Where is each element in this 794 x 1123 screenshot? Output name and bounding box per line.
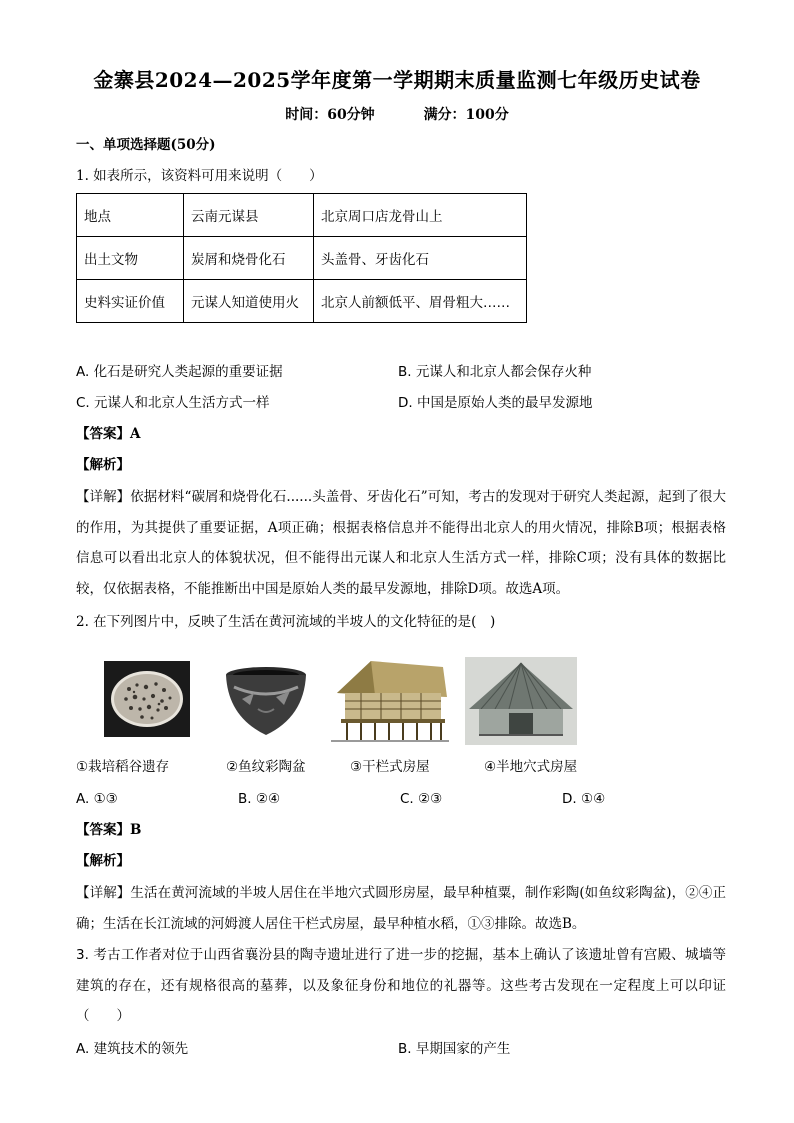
- exam-time: 时间：60分钟: [285, 107, 375, 123]
- q1-option-b[interactable]: B. 元谋人和北京人都会保存火种: [398, 364, 592, 380]
- q1-option-d[interactable]: D. 中国是原始人类的最早发源地: [398, 395, 593, 411]
- q1-option-a[interactable]: A. 化石是研究人类起源的重要证据: [76, 364, 283, 380]
- table-cell: 元谋人知道使用火: [184, 280, 314, 323]
- table-cell: 史料实证价值: [77, 280, 184, 323]
- caption-semi-subterranean-house: ④半地穴式房屋: [484, 759, 578, 775]
- table-cell: 北京周口店龙骨山上: [314, 194, 527, 237]
- table-cell: 出土文物: [77, 237, 184, 280]
- q3-option-b[interactable]: B. 早期国家的产生: [398, 1041, 511, 1057]
- q3-stem: 3. 考古工作者对位于山西省襄汾县的陶寺遗址进行了进一步的挖掘，基本上确认了该遗址曾有宫殿、城墙等建筑的存在，还有规格很高的墓葬，以及象征身份和地位的礼器等。这些考古发现在一定程度上可以印证（ ）: [76, 947, 726, 1024]
- section-heading: 一、单项选择题(50分): [76, 137, 216, 153]
- table-cell: 云南元谋县: [184, 194, 314, 237]
- q2-stem: 2. 在下列图片中，反映了生活在黄河流域的半坡人的文化特征的是( ): [76, 614, 496, 630]
- table-cell: 头盖骨、牙齿化石: [314, 237, 527, 280]
- q2-option-d[interactable]: D. ①④: [562, 791, 606, 807]
- exam-score: 满分：100分: [423, 107, 509, 123]
- q2-answer: 【答案】B: [76, 822, 142, 838]
- caption-stilt-house: ③干栏式房屋: [350, 759, 430, 775]
- q1-option-c[interactable]: C. 元谋人和北京人生活方式一样: [76, 395, 270, 411]
- q1-detail: 【详解】依据材料“碳屑和烧骨化石......头盖骨、牙齿化石”可知，考古的发现对于研究人类起源，起到了很大的作用，为其提供了重要证据，A项正确；根据表格信息并不能得出北京人的用火情况，排除B项；根据表格信息可以看出北京人的体貌状况，但不能得出元谋人和北京人生活方式一样，排除C项；没有具体的数据比较，仅依据表格，不能推断出中国是原始人类的最早发源地，排除D项。故选A项。: [76, 489, 726, 597]
- q1-table: [76, 193, 527, 323]
- fish-pottery-basin-image: [220, 657, 312, 745]
- caption-rice-remains: ①栽培稻谷遗存: [76, 759, 170, 775]
- table-row: [77, 194, 527, 237]
- q1-analysis-label: 【解析】: [76, 457, 130, 473]
- q2-analysis-label: 【解析】: [76, 853, 130, 869]
- q2-detail: 【详解】生活在黄河流域的半坡人居住在半地穴式圆形房屋，最早种植粟，制作彩陶(如鱼纹彩陶盆)，②④正确；生活在长江流域的河姆渡人居住干栏式房屋，最早种植水稻，①③排除。故选B。: [76, 885, 726, 932]
- q2-option-b[interactable]: B. ②④: [238, 791, 281, 807]
- q1-answer: 【答案】A: [76, 426, 141, 442]
- table-row: [77, 280, 527, 323]
- q2-option-c[interactable]: C. ②③: [400, 791, 443, 807]
- rice-remains-image: [104, 657, 190, 745]
- q3-option-a[interactable]: A. 建筑技术的领先: [76, 1041, 189, 1057]
- table-cell: 地点: [77, 194, 184, 237]
- exam-meta: [0, 104, 794, 124]
- semi-subterranean-house-image: [465, 657, 577, 745]
- table-cell: 炭屑和烧骨化石: [184, 237, 314, 280]
- caption-fish-pottery: ②鱼纹彩陶盆: [226, 759, 306, 775]
- table-cell: 北京人前额低平、眉骨粗大……: [314, 280, 527, 323]
- page-title: 金寨县2024—2025学年度第一学期期末质量监测七年级历史试卷: [93, 68, 701, 92]
- q1-stem: 1. 如表所示，该资料可用来说明（ ）: [76, 168, 323, 184]
- stilt-house-image: [331, 657, 449, 745]
- table-row: [77, 237, 527, 280]
- q2-option-a[interactable]: A. ①③: [76, 791, 118, 807]
